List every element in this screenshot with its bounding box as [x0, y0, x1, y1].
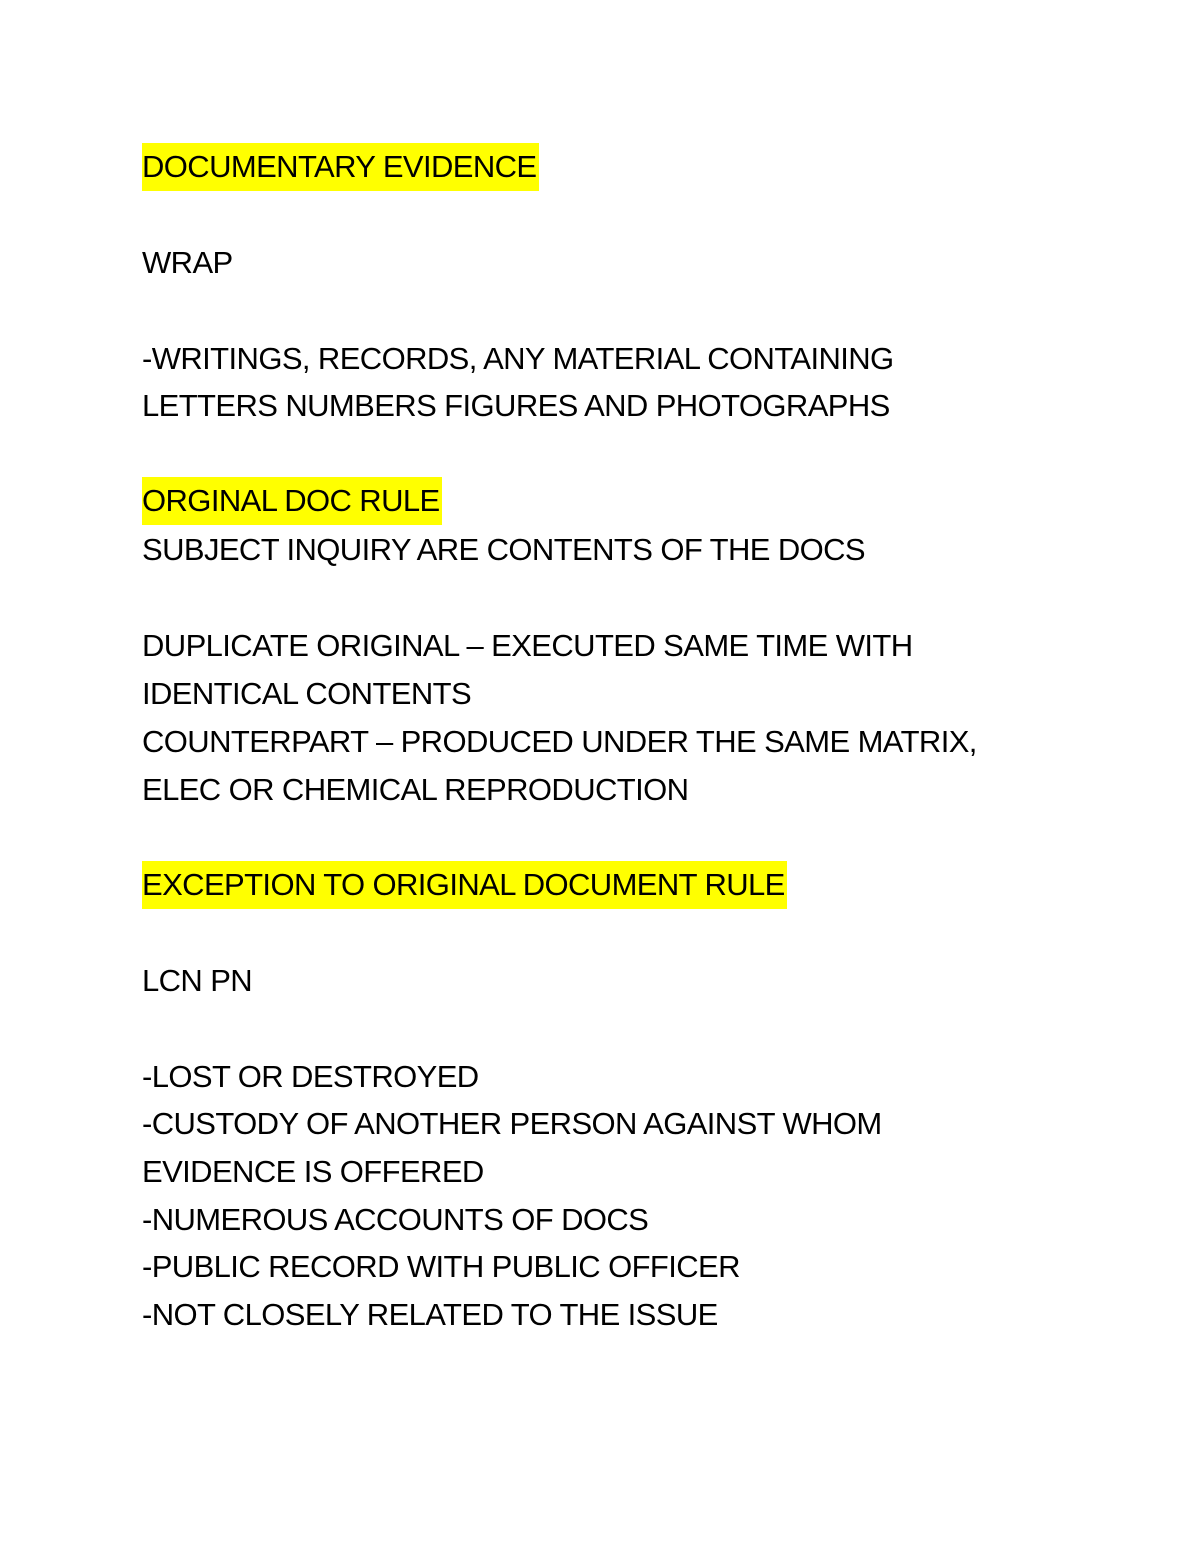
heading-exception — [142, 861, 787, 909]
heading-documentary-evidence — [142, 143, 539, 191]
heading-original-doc-rule — [142, 477, 442, 525]
mnemonic-lcn-pn: LCN PN — [142, 963, 253, 998]
highlighted-text: EXCEPTION TO ORIGINAL DOCUMENT RULE — [142, 861, 787, 909]
duplicate-original-line: IDENTICAL CONTENTS — [142, 676, 472, 711]
mnemonic-wrap: WRAP — [142, 245, 233, 280]
exception-item: -NUMEROUS ACCOUNTS OF DOCS — [142, 1202, 649, 1237]
counterpart-line: COUNTERPART – PRODUCED UNDER THE SAME MATRIX, — [142, 724, 977, 759]
exception-item: -PUBLIC RECORD WITH PUBLIC OFFICER — [142, 1249, 740, 1284]
wrap-definition-line: -WRITINGS, RECORDS, ANY MATERIAL CONTAINING — [142, 341, 894, 376]
exception-item: -NOT CLOSELY RELATED TO THE ISSUE — [142, 1297, 718, 1332]
counterpart-line: ELEC OR CHEMICAL REPRODUCTION — [142, 772, 689, 807]
highlighted-text: ORGINAL DOC RULE — [142, 477, 442, 525]
highlighted-text: DOCUMENTARY EVIDENCE — [142, 143, 539, 191]
duplicate-original-line: DUPLICATE ORIGINAL – EXECUTED SAME TIME WITH — [142, 628, 913, 663]
exception-item: -LOST OR DESTROYED — [142, 1059, 479, 1094]
exception-item: EVIDENCE IS OFFERED — [142, 1154, 484, 1189]
original-rule-text: SUBJECT INQUIRY ARE CONTENTS OF THE DOCS — [142, 532, 865, 567]
exception-item: -CUSTODY OF ANOTHER PERSON AGAINST WHOM — [142, 1106, 882, 1141]
wrap-definition-line: LETTERS NUMBERS FIGURES AND PHOTOGRAPHS — [142, 388, 890, 423]
